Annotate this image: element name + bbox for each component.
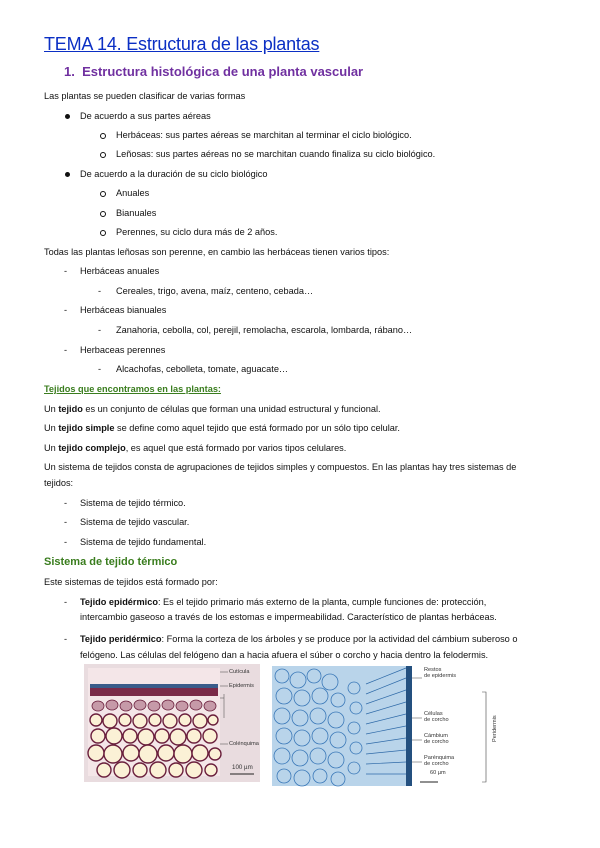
- figure-label: Epidermis: [229, 683, 254, 689]
- dash-icon: -: [64, 266, 68, 276]
- dash-icon: -: [64, 597, 68, 607]
- figure-label: Parénquima de corcho: [424, 755, 455, 767]
- bullet-icon: [65, 172, 70, 177]
- system-item: Sistema de tejido vascular.: [80, 517, 190, 527]
- side-label: Peridermis: [492, 715, 498, 742]
- figure-label: Restos de epidermis: [424, 667, 457, 679]
- figure-label: Células de corcho: [424, 711, 449, 723]
- classification-item: Perennes, su ciclo dura más de 2 años.: [116, 227, 278, 237]
- circle-bullet-icon: [100, 191, 106, 197]
- classification-label-1: De acuerdo a sus partes aéreas: [80, 111, 211, 121]
- classification-label-2: De acuerdo a la duración de su ciclo biológico: [80, 169, 268, 179]
- dash-icon: -: [64, 517, 68, 527]
- tissues-heading: Tejidos que encontramos en las plantas:: [44, 384, 221, 394]
- herb-type-example: Zanahoria, cebolla, col, perejil, remolacha, escarola, lombarda, rábano…: [116, 325, 413, 335]
- tissue-definition: Un tejido es un conjunto de células que forman una unidad estructural y funcional.: [44, 404, 381, 414]
- thermal-intro: Este sistemas de tejidos está formado por:: [44, 577, 218, 587]
- system-item: Sistema de tejido fundamental.: [80, 537, 207, 547]
- periderm-micrograph: [268, 664, 512, 788]
- systems-intro-line-1: Un sistema de tejidos consta de agrupaciones de tejidos simples y compuestos. En las plantas hay tres sistemas de: [44, 462, 517, 472]
- dash-icon: -: [98, 364, 102, 374]
- dash-icon: -: [64, 305, 68, 315]
- system-item: Sistema de tejido térmico.: [80, 498, 186, 508]
- section-title: [64, 64, 363, 79]
- epidermal-line-1: Tejido epidérmico: Es el tejido primario más externo de la planta, cumple funciones de: protección,: [80, 597, 487, 607]
- complex-tissue-definition: Un tejido complejo, es aquel que está formado por varios tipos celulares.: [44, 443, 347, 453]
- herb-type-example: Alcachofas, cebolleta, tomate, aguacate…: [116, 364, 289, 374]
- classification-item: Anuales: [116, 188, 150, 198]
- section-number: 1.: [64, 64, 75, 79]
- bullet-icon: [65, 114, 70, 119]
- intro-text: Las plantas se pueden clasificar de varias formas: [44, 91, 246, 101]
- peridermal-line-1: Tejido peridérmico: Forma la corteza de los árboles y se produce por la actividad del cámbium suberoso o: [80, 634, 518, 644]
- peridermal-line-2: felógeno. Las células del felógeno dan a hacia afuera el súber o corcho y hacia dentro la felodermis.: [80, 650, 489, 660]
- herb-type-example: Cereales, trigo, avena, maíz, centeno, cebada…: [116, 286, 314, 296]
- circle-bullet-icon: [100, 211, 106, 217]
- scale-label: 60 µm: [430, 770, 446, 776]
- figure-label: Colénquima: [229, 741, 259, 747]
- herb-type-label: Herbáceas anuales: [80, 266, 160, 276]
- dash-icon: -: [98, 286, 102, 296]
- herb-type-label: Herbáceas bianuales: [80, 305, 167, 315]
- figure-label: Cutícula: [229, 669, 250, 675]
- epidermal-line-2: intercambio gaseoso a través de los estomas e impermeabilidad. Característico de plantas herbáceas.: [80, 612, 497, 622]
- scale-label: 100 µm: [232, 764, 253, 771]
- dash-icon: -: [64, 345, 68, 355]
- dash-icon: -: [98, 325, 102, 335]
- circle-bullet-icon: [100, 152, 106, 158]
- herb-type-label: Herbaceas perennes: [80, 345, 166, 355]
- classification-item: Bianuales: [116, 208, 157, 218]
- classification-item: Leñosas: sus partes aéreas no se marchitan cuando finaliza su ciclo biológico.: [116, 149, 436, 159]
- classification-item: Herbáceas: sus partes aéreas se marchitan al terminar el ciclo biológico.: [116, 130, 412, 140]
- dash-icon: -: [64, 634, 68, 644]
- page-title: TEMA 14. Estructura de las plantas: [44, 34, 320, 54]
- simple-tissue-definition: Un tejido simple se define como aquel tejido que está formado por un sólo tipo celular.: [44, 423, 400, 433]
- circle-bullet-icon: [100, 133, 106, 139]
- section-title-text: Estructura histológica de una planta vascular: [82, 64, 364, 79]
- figure-label: Cámbium de corcho: [424, 733, 449, 745]
- thermal-heading: Sistema de tejido térmico: [44, 556, 178, 568]
- systems-intro-line-2: tejidos:: [44, 478, 74, 488]
- perennial-note: Todas las plantas leñosas son perenne, en cambio las herbáceas tienen varios tipos:: [44, 247, 390, 257]
- dash-icon: -: [64, 498, 68, 508]
- circle-bullet-icon: [100, 230, 106, 236]
- dash-icon: -: [64, 537, 68, 547]
